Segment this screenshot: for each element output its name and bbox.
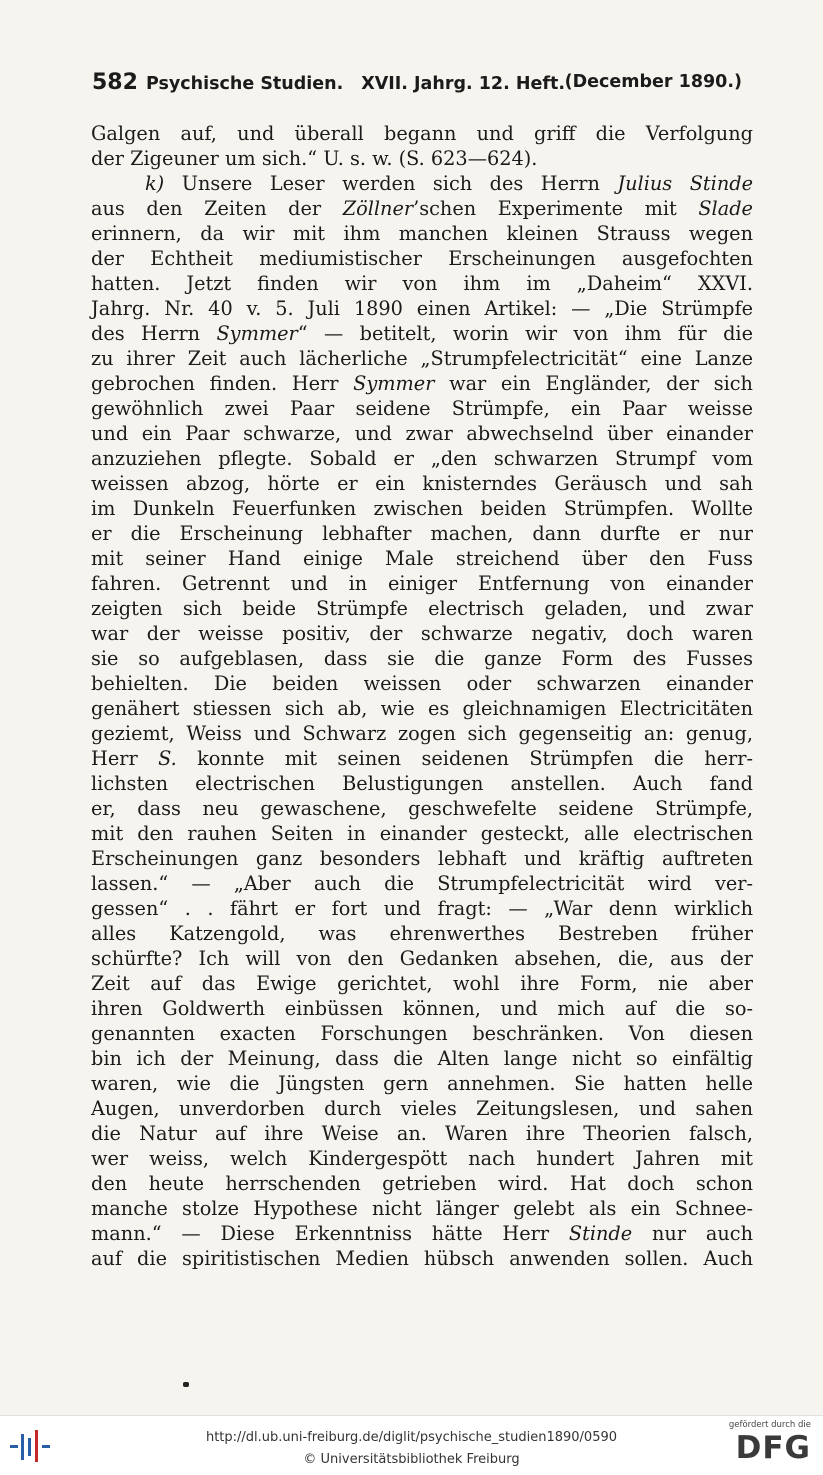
text-line: war der weisse positiv, der schwarze negativ, doch waren <box>91 622 753 645</box>
text-line: und ein Paar schwarze, und zwar abwechselnd über einander <box>91 422 753 445</box>
text-line: Galgen auf, und überall begann und griff die Verfolgung <box>91 122 753 145</box>
text-line: geziemt, Weiss und Schwarz zogen sich gegenseitig an: genug, <box>91 722 753 745</box>
dfg-caption: gefördert durch die <box>728 1420 811 1430</box>
text-line: ihren Goldwerth einbüssen können, und mich auf die so- <box>91 997 753 1020</box>
text-line: genähert stiessen sich ab, wie es gleichnamigen Electricitäten <box>91 697 753 720</box>
text-line: fahren. Getrennt und in einiger Entfernung von einander <box>91 572 753 595</box>
text-line: gewöhnlich zwei Paar seidene Strümpfe, ein Paar weisse <box>91 397 753 420</box>
item-marker: k) <box>145 172 165 195</box>
body-text <box>91 121 753 1271</box>
page-number: 582 <box>92 70 138 95</box>
text-line: im Dunkeln Feuerfunken zwischen beiden Strümpfen. Wollte <box>91 497 753 520</box>
text-line: Herr S. konnte mit seinen seidenen Strümpfen die herr- <box>91 747 753 770</box>
text-line: Erscheinungen ganz besonders lebhaft und kräftig auftreten <box>91 847 753 870</box>
text-line: erinnern, da wir mit ihm manchen kleinen Strauss wegen <box>91 222 753 245</box>
text-line: zu ihrer Zeit auch lächerliche „Strumpfelectricität“ eine Lanze <box>91 347 753 370</box>
volume-issue: XVII. Jahrg. 12. Heft. <box>361 74 565 94</box>
text-line: bin ich der Meinung, dass die Alten lange nicht so einfältig <box>91 1047 753 1070</box>
text-line: manche stolze Hypothese nicht länger gelebt als ein Schnee- <box>91 1197 753 1220</box>
text-line: lichsten electrischen Belustigungen anstellen. Auch fand <box>91 772 753 795</box>
text-line: hatten. Jetzt finden wir von ihm im „Daheim“ XXVI. <box>91 272 753 295</box>
text-line: er, dass neu gewaschene, geschwefelte seidene Strümpfe, <box>91 797 753 820</box>
text-line: mit den rauhen Seiten in einander gesteckt, alle electrischen <box>91 822 753 845</box>
dfg-logo <box>721 1420 811 1472</box>
running-header <box>92 70 742 100</box>
person-name: Symmer <box>216 322 298 345</box>
text-line: behielten. Die beiden weissen oder schwarzen einander <box>91 672 753 695</box>
person-name: Julius Stinde <box>617 172 753 195</box>
person-name: Zöllner <box>342 197 414 220</box>
text-line: zeigten sich beide Strümpfe electrisch geladen, und zwar <box>91 597 753 620</box>
text-line: alles Katzengold, was ehrenwerthes Bestreben früher <box>91 922 753 945</box>
text-line: gessen“ . . fährt er fort und fragt: — „War denn wirklich <box>91 897 753 920</box>
person-name: S. <box>158 747 177 770</box>
person-name: Slade <box>698 197 753 220</box>
text-line: er die Erscheinung lebhafter machen, dann durfte er nur <box>91 522 753 545</box>
text-line: sie so aufgeblasen, dass sie die ganze Form des Fusses <box>91 647 753 670</box>
text-line: der Echtheit mediumistischer Erscheinungen ausgefochten <box>91 247 753 270</box>
text-line: Zeit auf das Ewige gerichtet, wohl ihre Form, nie aber <box>91 972 753 995</box>
text-line: den heute herrschenden getrieben wird. Hat doch schon <box>91 1172 753 1195</box>
text-line: lassen.“ — „Aber auch die Strumpfelectricität wird ver- <box>91 872 753 895</box>
text-line: mann.“ — Diese Erkenntniss hätte Herr Stinde nur auch <box>91 1222 753 1245</box>
viewer-footer <box>0 1415 823 1475</box>
text-line: schürfte? Ich will von den Gedanken absehen, die, aus der <box>91 947 753 970</box>
text-line: aus den Zeiten der Zöllner’schen Experimente mit Slade <box>91 197 753 220</box>
issue-date: (December 1890.) <box>564 72 742 92</box>
text-line: waren, wie die Jüngsten gern annehmen. Sie hatten helle <box>91 1072 753 1095</box>
journal-title: Psychische Studien. <box>145 74 344 94</box>
text-line: k) Unsere Leser werden sich des Herrn Julius Stinde <box>145 172 753 195</box>
person-name: Stinde <box>568 1222 633 1245</box>
text-line: des Herrn Symmer“ — betitelt, worin wir von ihm für die <box>91 322 753 345</box>
text-line: der Zigeuner um sich.“ U. s. w. (S. 623—624). <box>91 147 538 170</box>
text-line: gebrochen finden. Herr Symmer war ein Engländer, der sich <box>91 372 753 395</box>
dfg-wordmark: DFG <box>735 1430 811 1466</box>
copyright-notice: © Universitätsbibliothek Freiburg <box>303 1452 520 1467</box>
person-name: Symmer <box>353 372 435 395</box>
text-line: auf die spiritistischen Medien hübsch anwenden sollen. Auch <box>91 1247 753 1270</box>
page-url[interactable]: http://dl.ub.uni-freiburg.de/diglit/psychische_studien1890/0590 <box>205 1430 618 1445</box>
text-line: anzuziehen pflegte. Sobald er „den schwarzen Strumpf vom <box>91 447 753 470</box>
text-line: Jahrg. Nr. 40 v. 5. Juli 1890 einen Artikel: — „Die Strümpfe <box>91 297 753 320</box>
text-line: mit seiner Hand einige Male streichend über den Fuss <box>91 547 753 570</box>
text-line: genannten exacten Forschungen beschränken. Von diesen <box>91 1022 753 1045</box>
text-line: die Natur auf ihre Weise an. Waren ihre Theorien falsch, <box>91 1122 753 1145</box>
text-line: Augen, unverdorben durch vieles Zeitungslesen, und sahen <box>91 1097 753 1120</box>
ink-speck <box>183 1382 189 1387</box>
text-line: weissen abzog, hörte er ein knisterndes Geräusch und sah <box>91 472 753 495</box>
text-line: wer weiss, welch Kindergespött nach hundert Jahren mit <box>91 1147 753 1170</box>
